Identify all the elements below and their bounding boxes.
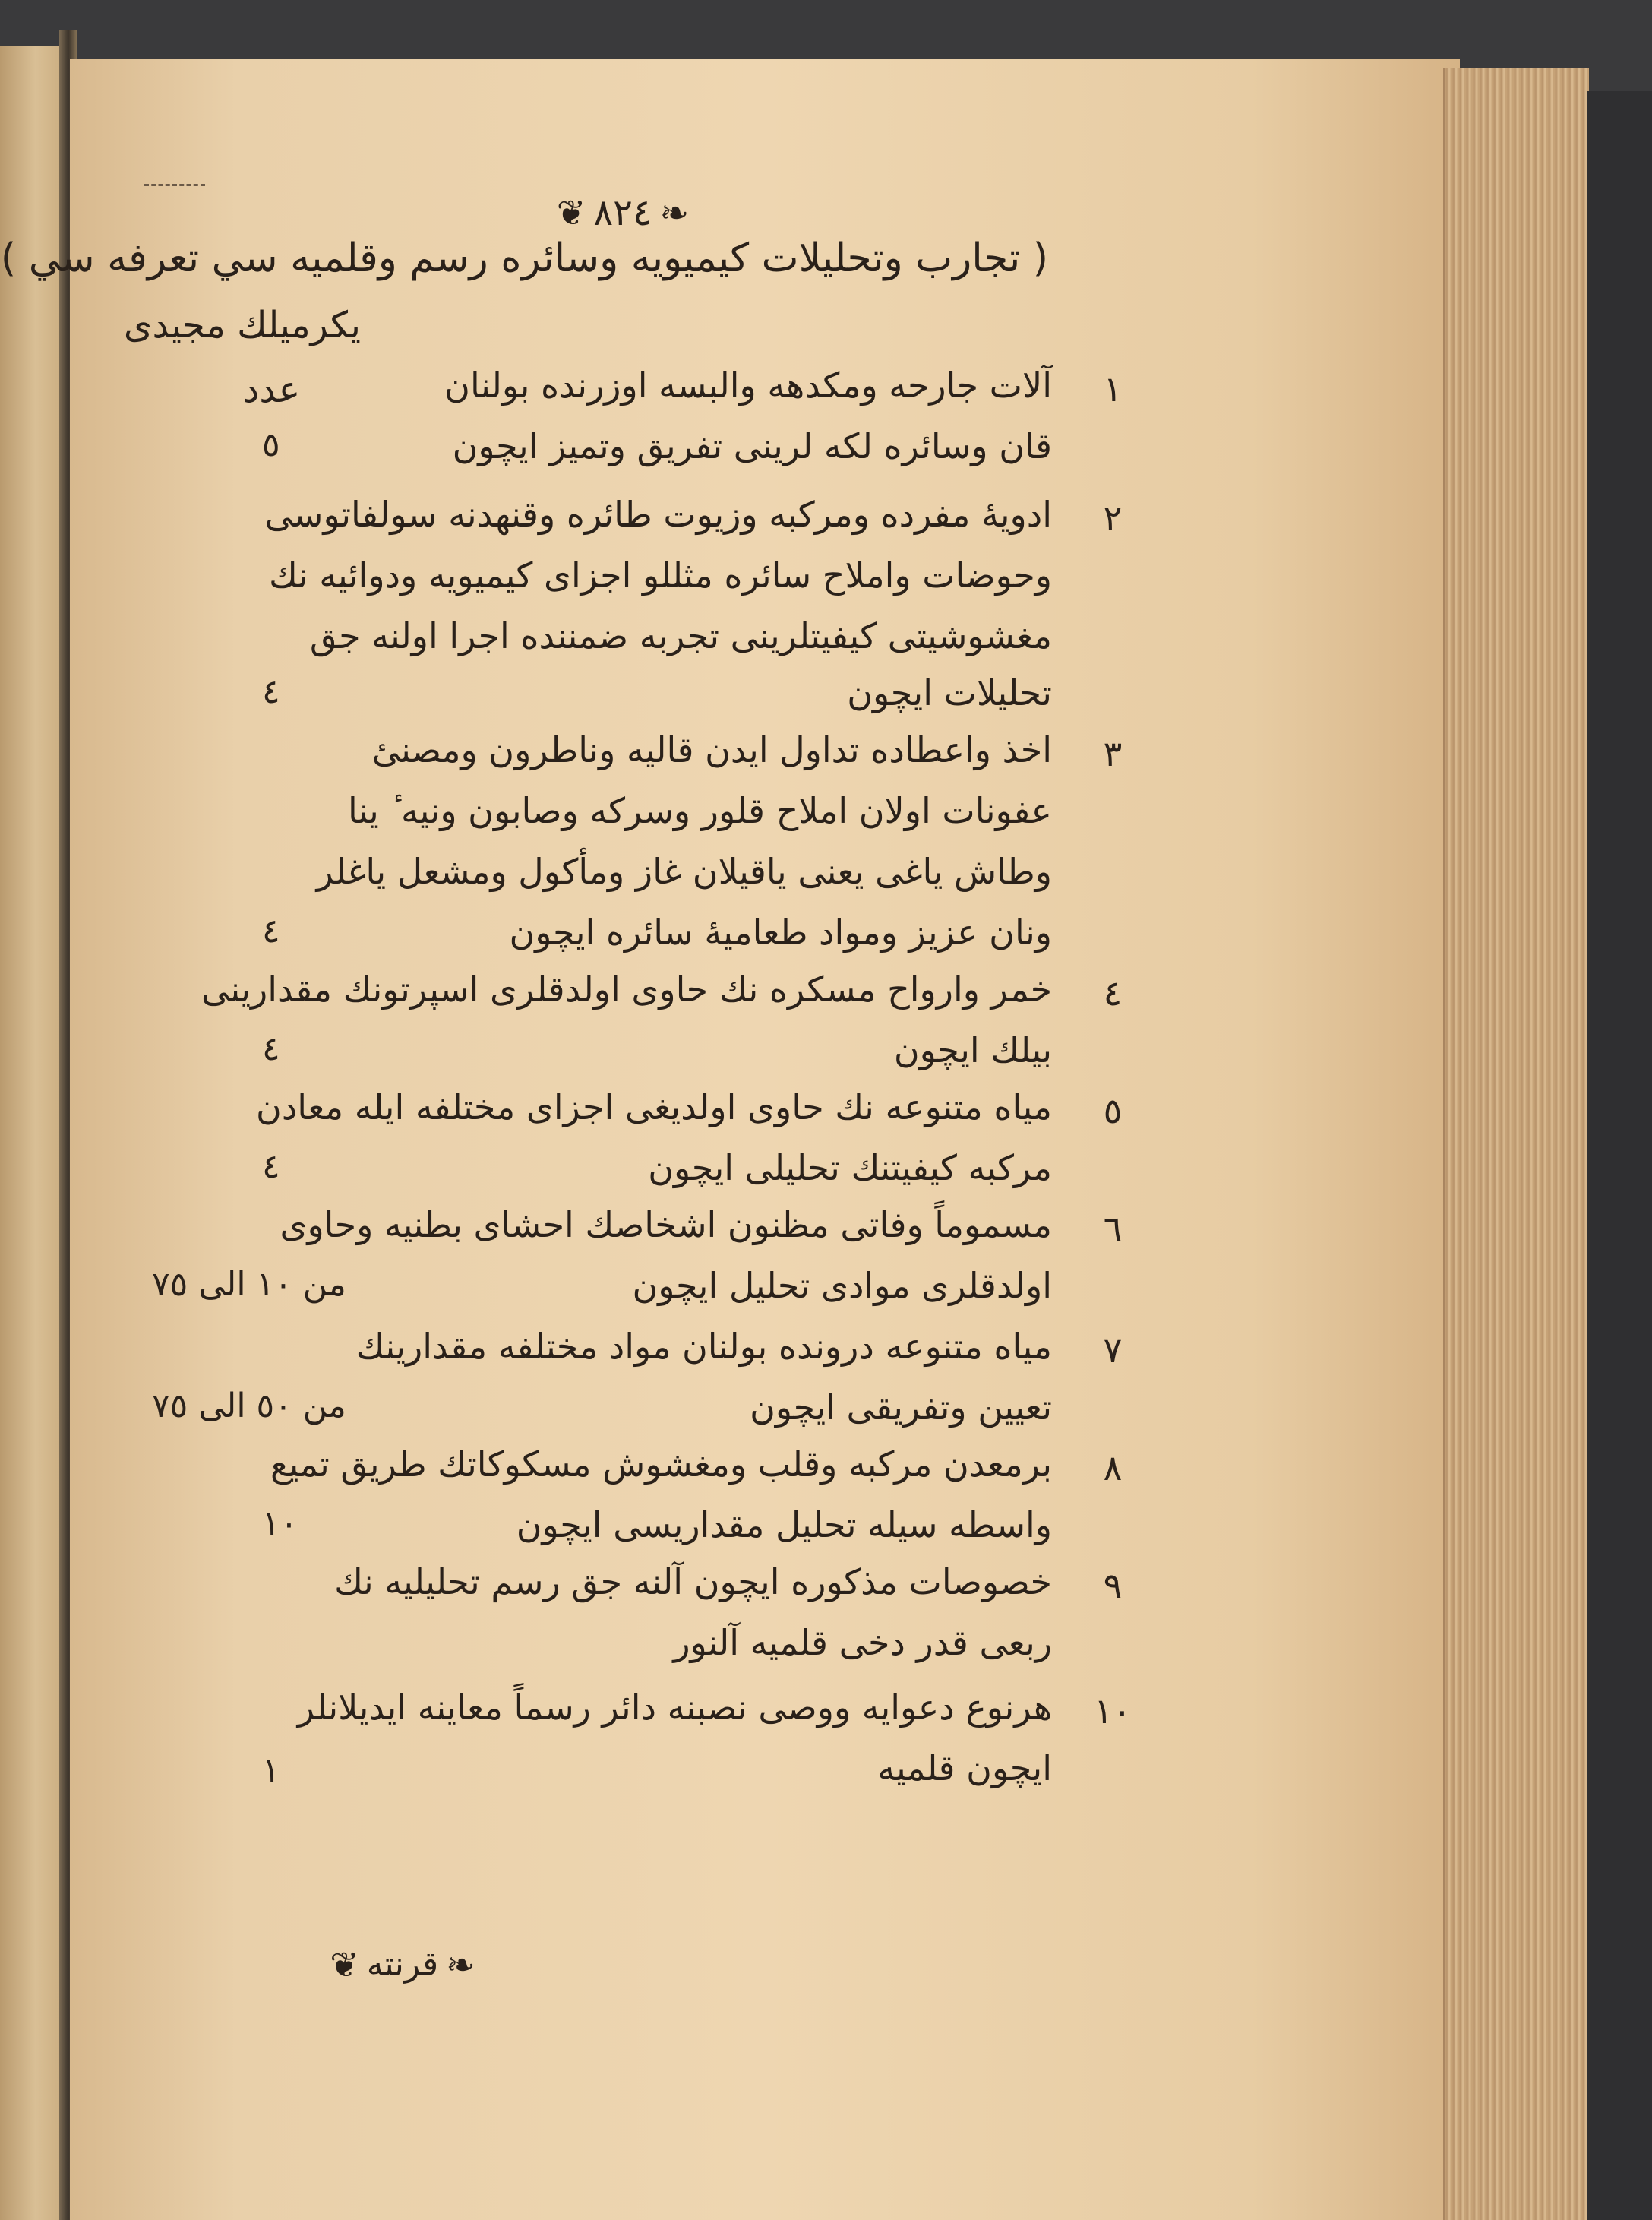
item-line: خصوصات مذكوره ايچون آلنه جق رسم تحليليه نك [334,1561,1052,1602]
item-line: عفونات اولان املاح قلور وسركه وصابون ونيه ٔ ينا [348,790,1052,831]
item-line: ربعى قدر دخى قلميه آلنور [673,1622,1052,1663]
item-line: هرنوع دعوايه ووصى نصبنه دائر رسماً معاينه ايديلانلر [297,1687,1052,1728]
item-quantity: ١ [262,1751,280,1790]
item-line: آلات جارحه ومكدهه والبسه اوزرنده بولنان [444,365,1052,406]
page-edges [1443,68,1589,2220]
item-number: ٤ [1103,972,1123,1014]
item-number: ٦ [1103,1208,1123,1249]
item-line: مركبه كيفيتنك تحليلى ايچون [648,1147,1052,1188]
item-line: ادويهٔ مفرده ومركبه وزيوت طائره وقنهدنه سولفاتوسى [264,494,1052,535]
item-line: اولدقلرى موادى تحليل ايچون [632,1265,1052,1306]
ornament-left-icon: ❦ [556,192,586,233]
item-number: ٧ [1103,1330,1123,1371]
item-quantity: ٤ [262,1029,280,1068]
page-number: ٨٢٤ [593,191,652,234]
item-line: قان وسائره لكه لرينى تفريق وتميز ايچون [452,425,1052,466]
page-footer [304,1945,501,1984]
item-quantity: ١٠ [262,1504,298,1543]
item-line: ايچون قلميه [877,1747,1052,1788]
item-line: تحليلات ايچون [847,672,1052,713]
currency-heading: يكرميلك مجيدى [123,304,361,346]
item-quantity: ٤ [262,1147,280,1186]
item-line: تعيين وتفريقى ايچون [750,1387,1052,1428]
ornament-left-icon: ❦ [330,1943,359,1985]
item-line: اخذ واعطاده تداول ايدن قاليه وناطرون ومصنىٔ [371,729,1052,770]
background-right [1587,91,1652,2220]
item-number: ٣ [1103,733,1123,774]
page-header [532,186,714,239]
item-line: خمر وارواح مسكره نك حاوى اولدقلرى اسپرتونك مقدارينى [201,969,1052,1010]
item-number: ١٠ [1094,1690,1132,1731]
item-line: مسموماً وفاتى مظنون اشخاصك احشاى بطنيه وحاوى [280,1204,1052,1245]
item-line: ونان عزيز ومواد طعاميهٔ سائره ايچون [509,912,1052,953]
unit-heading: عدد [243,368,301,411]
item-number: ١ [1103,368,1123,410]
item-line: مغشوشيتى كيفيتلرينى تجربه ضمننده اجرا اولنه جق [309,615,1052,656]
corner-mark [144,184,205,189]
item-number: ٨ [1103,1447,1123,1488]
item-line: بيلك ايچون [893,1029,1052,1070]
item-quantity: من ٥٠ الى ٧٥ [152,1387,346,1425]
item-number: ٢ [1103,498,1123,539]
item-number: ٩ [1103,1565,1123,1606]
item-line: واسطه سيله تحليل مقداريسى ايچون [516,1504,1052,1545]
item-quantity: ٤ [262,912,280,950]
item-line: مياه متنوعه نك حاوى اولديغى اجزاى مختلفه ايله معادن [256,1086,1052,1127]
item-line: وطاش ياغى يعنى ياقيلان غاز ومأكول ومشعل ياغلر [316,851,1052,892]
ornament-right-icon: ❧ [659,192,690,233]
item-quantity: ٤ [262,672,280,711]
item-line: وحوضات واملاح سائره مثللو اجزاى كيميويه ودوائيه نك [269,555,1052,596]
ornament-right-icon: ❧ [446,1943,475,1985]
page-title: ( تجارب وتحليلات كيميويه وسائره رسم وقلميه سي تعرفه سي ) [0,236,1048,281]
item-number: ٥ [1103,1090,1123,1131]
item-line: مياه متنوعه درونده بولنان مواد مختلفه مقدارينك [355,1326,1052,1367]
item-quantity: ٥ [262,425,280,464]
item-quantity: من ١٠ الى ٧٥ [152,1265,346,1304]
previous-page-edge [0,46,59,2220]
item-line: برمعدن مركبه وقلب ومغشوش مسكوكاتك طريق تميع [270,1444,1052,1485]
catchword: قرنته [366,1945,439,1984]
